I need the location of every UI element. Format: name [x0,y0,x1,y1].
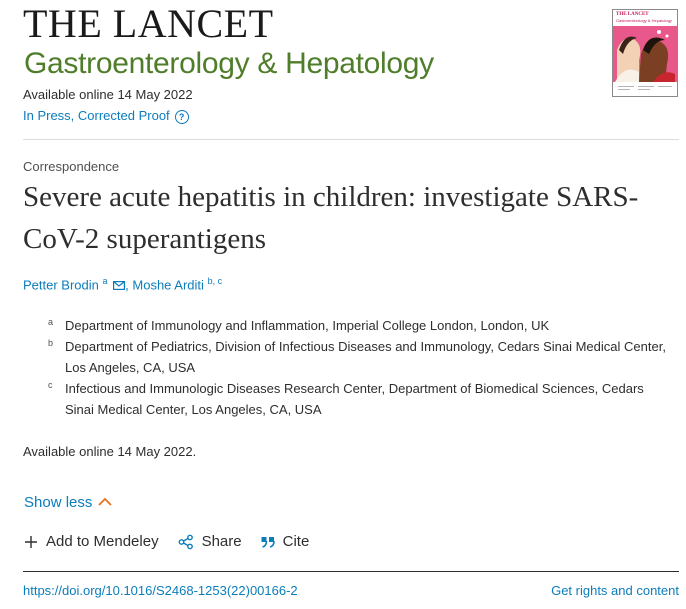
affiliation-label: a [48,317,54,327]
footer-divider [23,571,679,572]
cite-label: Cite [282,533,310,550]
affiliation-text: Department of Pediatrics, Division of Infectious Diseases and Immunology, Cedars Sinai Medical Center, Los Angeles, CA, USA [65,339,666,375]
show-less-button[interactable] [24,492,112,513]
journal-title[interactable]: THE LANCET [23,1,274,46]
email-icon[interactable] [113,277,125,295]
chevron-up-icon [98,492,112,512]
author-name[interactable]: Moshe Arditi [132,277,204,293]
article-status [23,107,189,125]
affiliation-label: c [48,380,53,390]
affiliation-text: Infectious and Immunologic Diseases Research Center, Department of Biomedical Sciences, Cedars Sinai Medical Center, Los Angeles, CA, USA [65,381,644,417]
quote-icon [261,536,275,548]
rights-link[interactable]: Get rights and content [551,583,679,598]
author-separator: , [125,277,129,293]
share-button[interactable] [178,532,242,552]
plus-icon [24,535,38,549]
doi-link[interactable]: https://doi.org/10.1016/S2468-1253(22)00166-2 [23,583,298,598]
journal-subtitle[interactable]: Gastroenterology & Hepatology [24,47,434,80]
header-divider [23,139,679,140]
help-icon[interactable]: ? [175,110,189,124]
cover-subtitle: Gastroenterology & Hepatology [616,18,672,23]
author-affiliation-ref[interactable]: a [102,276,108,286]
available-online-note: Available online 14 May 2022. [23,444,197,459]
cite-button[interactable] [261,532,310,552]
share-icon [178,534,194,550]
affiliation-text: Department of Immunology and Inflammation, Imperial College London, London, UK [65,318,550,333]
share-label: Share [201,533,242,550]
author-list [23,272,222,295]
status-link[interactable]: In Press, Corrected Proof [23,108,170,123]
article-title: Severe acute hepatitis in children: investigate SARS-CoV-2 superantigens [23,181,639,255]
add-to-mendeley-label: Add to Mendeley [46,533,159,550]
show-less-label: Show less [24,494,93,511]
article-actions [24,532,328,552]
available-online-date: Available online 14 May 2022 [23,87,193,102]
journal-cover-thumbnail[interactable] [612,9,678,97]
article-type: Correspondence [23,159,120,174]
add-to-mendeley-button[interactable] [24,532,159,552]
affiliation-label: b [48,338,54,348]
author-name[interactable]: Petter Brodin [23,277,99,293]
author-affiliation-ref[interactable]: b, c [207,276,223,286]
cover-title: THE LANCET [616,12,649,17]
